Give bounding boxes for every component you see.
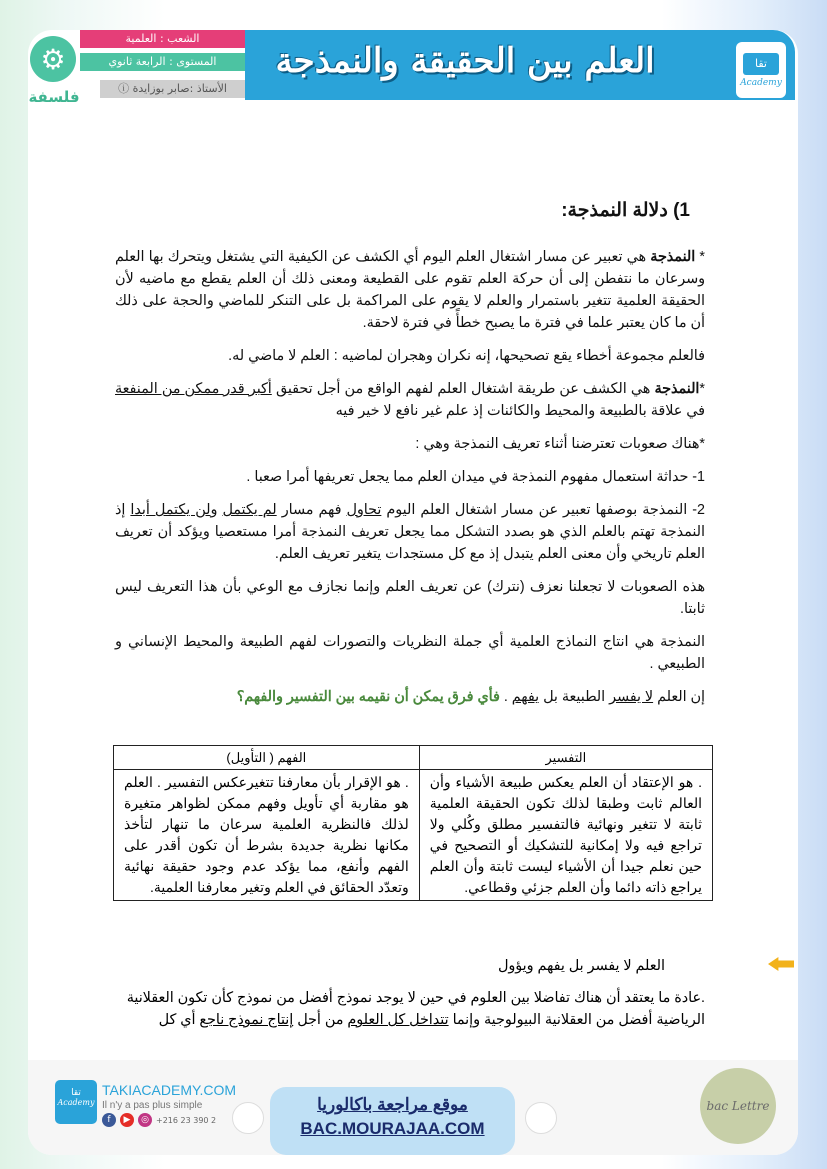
conclusion-underline-2: إنتاج نموذج ناجع	[199, 1012, 294, 1028]
p6-text-d: إذ النمذجة تهتم بالعلم الذي هو بصدد التشكل مما يجعل تعريف النمذجة أمرا مستعصيا ويؤكد أن تعريف العلم تاريخي وأن معنى العلم يتبدل إذ مع كل مستجدات يتغير تعريف العلم.	[115, 502, 705, 562]
conclusion-line: العلم لا يفسر بل يفهم ويؤول	[497, 958, 665, 974]
term-modeling-2: النمذجة	[654, 381, 700, 397]
level-tag: المستوى : الرابعة ثانوي	[80, 53, 245, 71]
p3-underline: أكبر قدر ممكن من المنفعة	[115, 381, 272, 397]
paragraph-6	[115, 499, 705, 565]
main-content	[115, 200, 705, 719]
p6-underline-1: تحاول	[346, 502, 382, 518]
instagram-icon[interactable]: ◎	[138, 1113, 152, 1127]
comparison-table	[113, 745, 713, 901]
paragraph-8: النمذجة هي انتاج النماذج العلمية أي جملة النظريات والتصورات لفهم الطبيعة والمحيط الإنساني و الطبيعي .	[115, 634, 705, 672]
paragraph-4: *هناك صعوبات تعترضنا أثناء تعريف النمذجة وهي :	[415, 436, 705, 452]
p9-text-c: .	[503, 689, 508, 705]
footer-logo-caption: تقا	[71, 1088, 81, 1098]
section-heading: 1) دلالة النمذجة:	[561, 200, 690, 221]
social-links	[102, 1113, 216, 1127]
academy-mark: Academy	[740, 77, 782, 88]
conclusion-paragraph	[115, 987, 705, 1031]
branch-tag: الشعب : العلمية	[80, 30, 245, 48]
header-understanding: الفهم ( التأويل)	[114, 746, 420, 770]
footer-slogan: Il n'y a pas plus simple	[102, 1100, 203, 1111]
p6-underline-3: لن يكتمل أبدا	[130, 502, 211, 518]
mini-logo-right	[525, 1102, 557, 1134]
facebook-icon[interactable]: f	[102, 1113, 116, 1127]
site-url[interactable]: BAC.MOURAJAA.COM	[300, 1119, 485, 1138]
p9-underline-2: يفهم	[511, 689, 540, 705]
paragraph-5: 1- حداثة استعمال مفهوم النمذجة في ميدان العلم مما يجعل تعريفها أمرا صعبا .	[246, 469, 705, 485]
header-explanation: التفسير	[419, 746, 712, 770]
cell-explanation: . هو الإعتقاد أن العلم يعكس طبيعة الأشياء وأن العالم ثابت وطبقا لذلك تكون الحقيقة العلمية ثابتة لا تتغير ونهائية فالتفسير مطلق وكُلي ولا تراجع فيه ولا إمكانية للتشكيك أو التصحيح في حين نعلم جيدا أن الأشياء ليست ثابتة وأن العلم يراجع ذاته دائما وأن العلم جزئي وقطاعي.	[419, 770, 712, 901]
p6-text-a: 2- النمذجة بوصفها تعبير عن مسار اشتغال العلم اليوم	[386, 502, 705, 518]
paragraph-9	[115, 686, 705, 708]
table-row	[114, 770, 713, 901]
p9-underline-1: لا يفسر	[609, 689, 654, 705]
p6-text-b: فهم مسار	[281, 502, 342, 518]
term-modeling: النمذجة	[650, 249, 696, 265]
table-header-row	[114, 746, 713, 770]
p1-text: هي تعبير عن مسار اشتغال العلم اليوم أي الكشف عن الكيفية التي يشتغل ويتحرك بها العلم وسرعان ما نتفطن إلى أن حركة العلم تقوم على القطيعة ومعنى ذلك أن العلم يقطع مع ماضيه لأن الحقيقة العلمية تتغير باستمرار والعلم لا يقوم على المراكمة بل على التنكر للماضي والحجة على ذلك أن ما كان يعتبر علما في فترة ما يصبح خطأً في فترة لاحقة.	[115, 249, 705, 331]
academy-glyph: تقا	[743, 53, 779, 75]
footer-logo-mark: Academy	[57, 1098, 95, 1107]
teacher-tag	[100, 80, 245, 98]
conclusion-underline-1: تتداخل كل العلوم	[347, 1012, 449, 1028]
p6-text-c: و	[210, 502, 218, 518]
p6-underline-2: لم يكتمل	[222, 502, 277, 518]
mini-logo-left	[232, 1102, 264, 1134]
page-title: العلم بين الحقيقة والنمذجة	[275, 41, 655, 81]
bac-lettre-badge: bac Lettre	[700, 1068, 776, 1144]
gear-icon: ⚙	[30, 36, 76, 82]
teacher-icon: ⓘ	[118, 82, 130, 95]
conclusion-text-a: .عادة ما يعتقد أن هناك تفاضلا بين العلوم في حين لا يوجد نموذج أفضل من نموذج كأن تكون العقلانية الرياضية أفضل من العقلانية البيولوجية وإنما	[126, 990, 705, 1028]
academy-logo	[736, 42, 786, 98]
conclusion-block	[115, 955, 705, 1031]
youtube-icon[interactable]: ▶	[120, 1113, 134, 1127]
conclusion-text-b: من أجل	[297, 1012, 344, 1028]
subject-label: فلسفة	[28, 88, 80, 106]
p3-text-b: في علاقة بالطبيعة والمحيط والكائنات إذ علم غير نافع لا خير فيه	[335, 403, 705, 419]
paragraph-7: هذه الصعوبات لا تجعلنا نعزف (نترك) عن تعريف العلم وإنما نجازف مع الوعي بأن هذا التعريف ليس ثابتا.	[115, 579, 705, 617]
footer-phone: +216 23 390 2	[156, 1115, 217, 1125]
paragraph-2: فالعلم مجموعة أخطاء يقع تصحيحها، إنه نكران وهجران لماضيه : العلم لا ماضي له.	[228, 348, 705, 364]
p3-text-a: هي الكشف عن طريقة اشتغال العلم لفهم الواقع من أجل تحقيق	[275, 381, 651, 397]
footer-brand[interactable]: TAKIACADEMY.COM	[102, 1082, 237, 1098]
p9-text-b: الطبيعة بل	[543, 689, 606, 705]
paragraph-1: * النمذجة هي تعبير عن مسار اشتغال العلم اليوم أي الكشف عن الكيفية التي يشتغل ويتحرك بها العلم وسرعان ما نتفطن إلى أن حركة العلم تقوم على القطيعة ومعنى ذلك أن العلم يقطع مع ماضيه لأن الحقيقة العلمية تتغير باستمرار والعلم لا يقوم على المراكمة بل على التنكر للماضي والحجة على ذلك أن ما كان يعتبر علما في فترة ما يصبح خطأً في فترة لاحقة.	[115, 249, 705, 331]
takiacademy-logo	[55, 1080, 97, 1124]
teacher-label: الأستاذ :صابر بوزايدة	[132, 82, 227, 95]
paragraph-3: *النمذجة هي الكشف عن طريقة اشتغال العلم لفهم الواقع من أجل تحقيق أكبر قدر ممكن من المنفعة في علاقة بالطبيعة والمحيط والكائنات إذ علم غير نافع لا خير فيه	[115, 381, 705, 419]
cell-understanding: . هو الإقرار بأن معارفنا تتغيرعكس التفسير . العلم هو مقاربة أي تأويل وفهم ممكن لظواهر متغيرة لذلك فالنظرية العلمية سرعان ما تنهار لتأخذ مكانها نظرية جديدة بشرط أن تكون أقدر على الفهم وأنفع، مما يؤكد عدم وجود حقيقة نهائية وتعدّد الحقائق في العلم وتغير معارفنا العلمية.	[114, 770, 420, 901]
conclusion-text-c: أي كل	[158, 1012, 196, 1028]
mourajaa-badge[interactable]	[270, 1087, 515, 1155]
question-text: فأي فرق يمكن أن نقيمه بين التفسير والفهم؟	[236, 689, 500, 705]
site-arabic: موقع مراجعة باكالوريا	[317, 1095, 468, 1114]
p9-text-a: إن العلم	[657, 689, 705, 705]
